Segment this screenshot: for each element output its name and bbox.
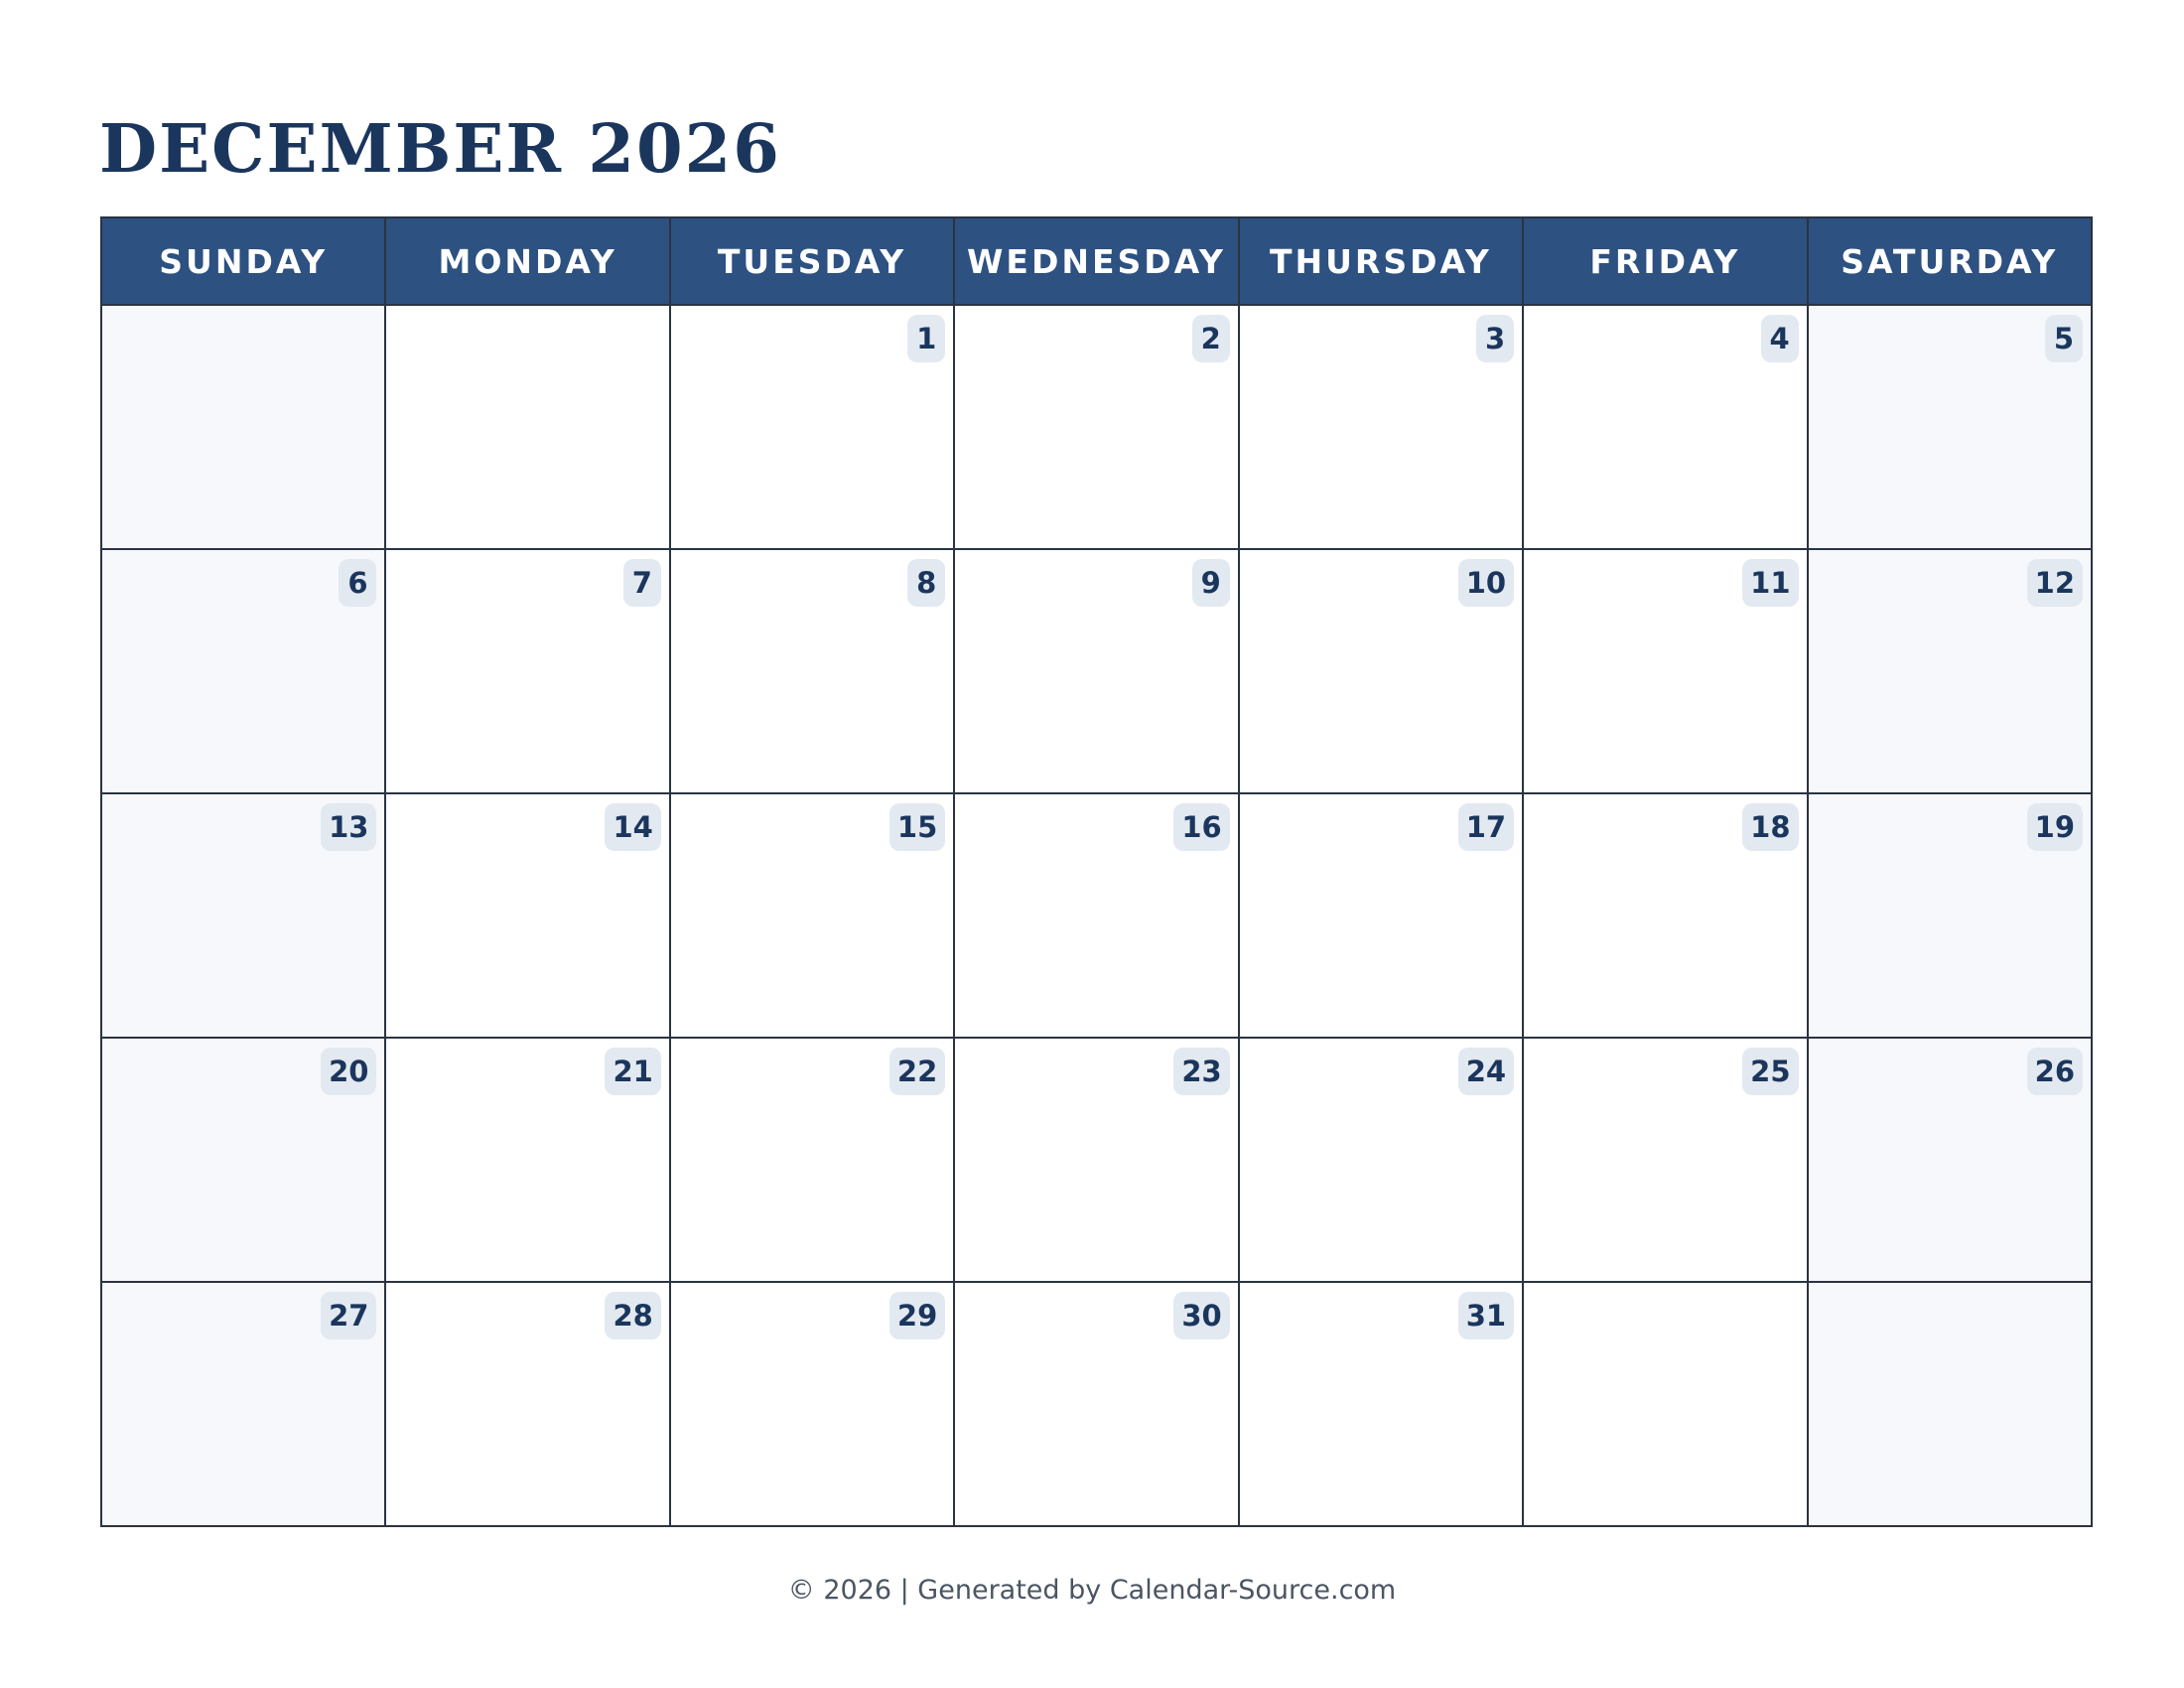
day-cell [954, 793, 1238, 1038]
day-cell [670, 793, 954, 1038]
day-number: 4 [1761, 315, 1799, 362]
day-cell [954, 305, 1238, 549]
weekday-header-sunday: SUNDAY [101, 217, 385, 305]
day-number: 8 [907, 559, 945, 607]
day-cell [101, 1282, 385, 1526]
day-number: 6 [339, 559, 376, 607]
weekday-header-tuesday: TUESDAY [670, 217, 954, 305]
day-number: 13 [321, 803, 376, 851]
day-cell [1808, 793, 2092, 1038]
day-cell [101, 1038, 385, 1282]
day-cell [670, 305, 954, 549]
day-number: 17 [1458, 803, 1514, 851]
day-cell [670, 1282, 954, 1526]
day-number: 28 [605, 1292, 660, 1339]
day-cell [954, 549, 1238, 793]
week-row [101, 305, 2092, 549]
day-cell [101, 549, 385, 793]
day-cell [1523, 793, 1807, 1038]
weekday-header-thursday: THURSDAY [1239, 217, 1523, 305]
day-number: 30 [1173, 1292, 1229, 1339]
day-cell [385, 549, 669, 793]
day-number: 14 [605, 803, 660, 851]
day-number: 25 [1742, 1048, 1798, 1095]
day-cell [1239, 549, 1523, 793]
day-cell [1239, 793, 1523, 1038]
day-cell [1808, 1038, 2092, 1282]
day-cell [1808, 549, 2092, 793]
day-cell [1808, 1282, 2092, 1526]
day-cell [101, 305, 385, 549]
day-cell [954, 1038, 1238, 1282]
day-cell [1808, 305, 2092, 549]
day-number: 12 [2027, 559, 2083, 607]
day-cell [1523, 549, 1807, 793]
page-title: DECEMBER 2026 [99, 109, 781, 188]
day-number: 7 [623, 559, 661, 607]
day-cell [385, 1038, 669, 1282]
footer-credit: © 2026 | Generated by Calendar-Source.com [787, 1575, 1397, 1606]
day-cell [954, 1282, 1238, 1526]
day-number: 20 [321, 1048, 376, 1095]
day-number: 11 [1742, 559, 1798, 607]
day-number: 10 [1458, 559, 1514, 607]
day-cell [385, 793, 669, 1038]
weekday-header-row [101, 217, 2092, 305]
day-number: 2 [1192, 315, 1230, 362]
weekday-header-friday: FRIDAY [1523, 217, 1807, 305]
week-row [101, 1038, 2092, 1282]
weekday-header-wednesday: WEDNESDAY [954, 217, 1238, 305]
day-number: 18 [1742, 803, 1798, 851]
week-row [101, 1282, 2092, 1526]
day-number: 9 [1192, 559, 1230, 607]
day-cell [1523, 305, 1807, 549]
day-number: 24 [1458, 1048, 1514, 1095]
weekday-header-monday: MONDAY [385, 217, 669, 305]
day-number: 21 [605, 1048, 660, 1095]
day-cell [1239, 1282, 1523, 1526]
day-number: 19 [2027, 803, 2083, 851]
day-number: 22 [889, 1048, 945, 1095]
day-number: 23 [1173, 1048, 1229, 1095]
day-cell [1239, 1038, 1523, 1282]
day-number: 5 [2045, 315, 2083, 362]
day-cell [1523, 1282, 1807, 1526]
day-number: 29 [889, 1292, 945, 1339]
day-number: 16 [1173, 803, 1229, 851]
weekday-header-saturday: SATURDAY [1808, 217, 2092, 305]
day-number: 15 [889, 803, 945, 851]
day-cell [670, 1038, 954, 1282]
day-cell [1523, 1038, 1807, 1282]
day-cell [385, 305, 669, 549]
day-cell [385, 1282, 669, 1526]
day-number: 3 [1476, 315, 1514, 362]
day-number: 31 [1458, 1292, 1514, 1339]
day-number: 26 [2027, 1048, 2083, 1095]
week-row [101, 549, 2092, 793]
day-cell [101, 793, 385, 1038]
day-number: 1 [907, 315, 945, 362]
day-cell [670, 549, 954, 793]
day-cell [1239, 305, 1523, 549]
week-row [101, 793, 2092, 1038]
day-number: 27 [321, 1292, 376, 1339]
calendar-grid [100, 216, 2093, 1527]
